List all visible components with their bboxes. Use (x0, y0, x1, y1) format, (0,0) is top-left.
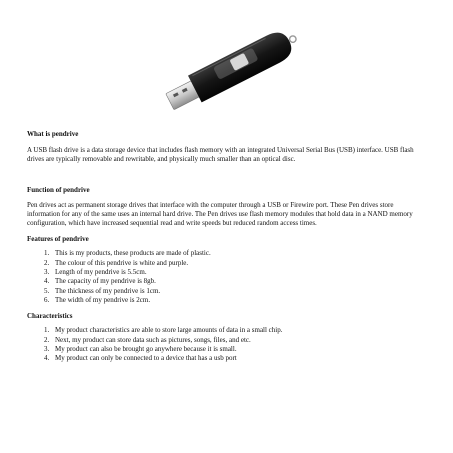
list-item: 6. The width of my pendrive is 2cm. (51, 296, 427, 305)
usb-pendrive-icon (150, 20, 310, 120)
list-item: 3. Length of my pendrive is 5.5cm. (51, 268, 427, 277)
features-list (27, 249, 427, 305)
section-body-what: A USB flash drive is a data storage device that includes flash memory with an integrated Universal Serial Bus (USB) interface. USB flash drives are typically removable and rewritable, and physically much smaller than an optical disc. (27, 146, 414, 164)
list-item: 2. Next, my product can store data such as pictures, songs, files, and etc. (51, 336, 427, 345)
list-item: 3. My product can also be brought go anywhere because it is small. (51, 345, 427, 354)
list-item: 2. The colour of this pendrive is white and purple. (51, 259, 427, 268)
list-item: 1. This is my products, these products are made of plastic. (51, 249, 427, 258)
list-item: 1. My product characteristics are able to store large amounts of data in a small chip. (51, 326, 427, 335)
list-item: 5. The thickness of my pendrive is 1cm. (51, 287, 427, 296)
list-item: 4. My product can only be connected to a device that has a usb port (51, 354, 427, 363)
document-body (27, 130, 427, 363)
characteristics-list (27, 326, 427, 363)
section-heading-characteristics: Characteristics (27, 312, 73, 321)
section-body-function: Pen drives act as permanent storage drives that interface with the computer through a USB or Firewire port. These Pen drives store information for any of the same uses an internal hard drive. The Pen drives use flash memory modules that hold data in a NAND memory configuration, which have increased sequential read and write speeds but reduced random access times. (27, 200, 413, 228)
section-heading-function: Function of pendrive (27, 185, 90, 194)
list-item: 4. The capacity of my pendrive is 8gb. (51, 277, 427, 286)
section-heading-what: What is pendrive (27, 130, 79, 138)
section-heading-features: Features of pendrive (27, 235, 89, 244)
